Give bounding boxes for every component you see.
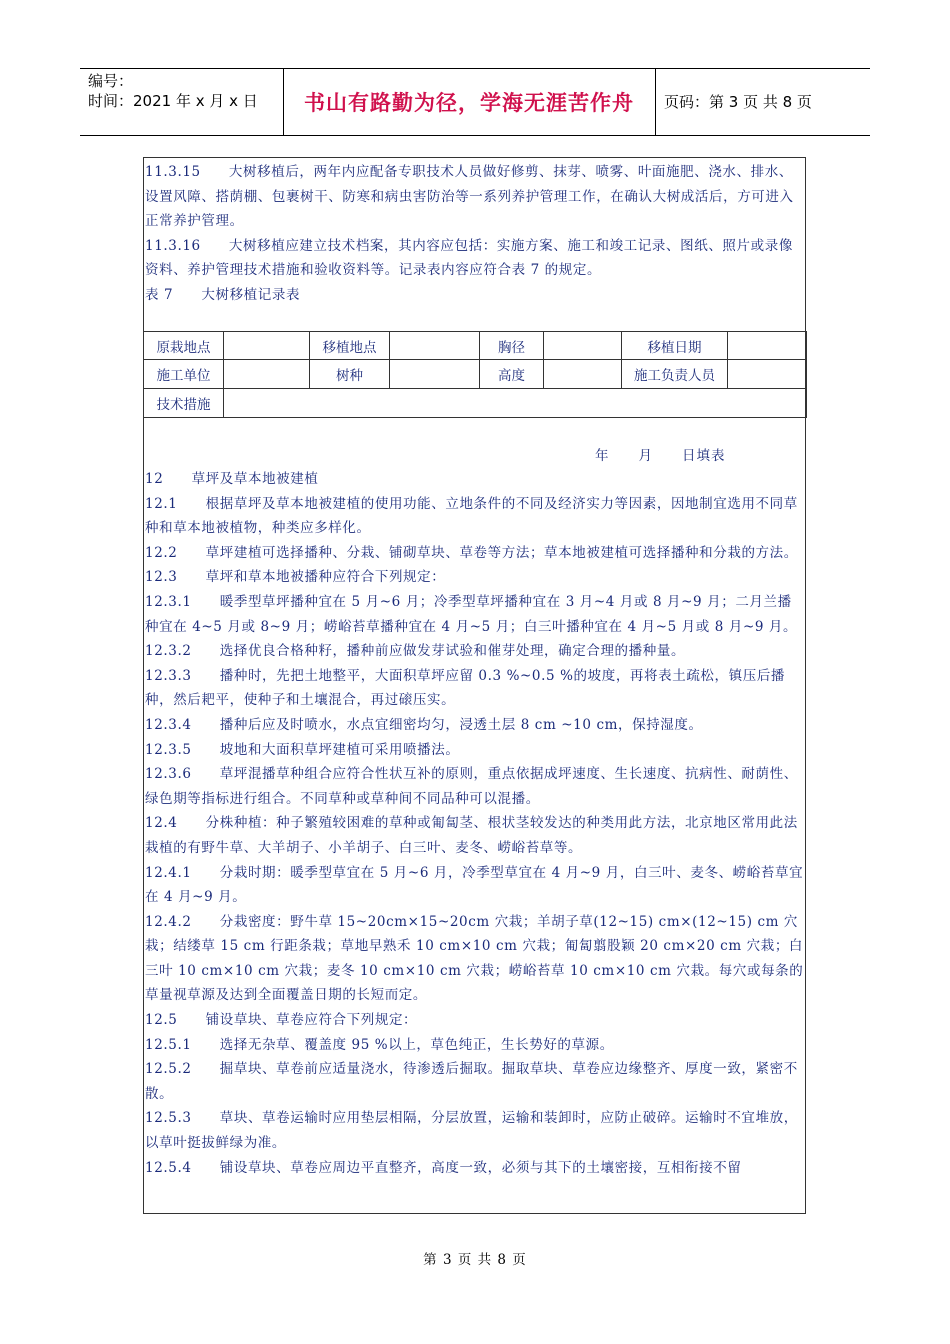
paragraph: 12.3.4 播种后应及时喷水，水点宜细密均匀，浸透土层 8 cm ~10 cm，保持湿度。 [145, 716, 703, 733]
header-motto: 书山有路勤为径，学海无涯苦作舟 [304, 90, 634, 115]
page-footer: 第 3 页 共 8 页 [423, 1252, 527, 1268]
cell-contractor-value[interactable] [224, 360, 310, 389]
cell-species-label: 树种 [310, 360, 390, 389]
paragraph: 12.5 铺设草块、草卷应符合下列规定： [145, 1012, 418, 1029]
cell-tech-measures-value[interactable] [224, 389, 807, 418]
cell-species-value[interactable] [390, 360, 480, 389]
paragraph: 12.4.2 分栽密度：野牛草 15~20cm×15~20cm 穴栽；羊胡子草(12~15) cm×(12~15) cm 穴栽；结缕草 15 cm 行距条栽；草地早熟禾 10 cm×10 cm 穴栽；匍匐翦股颖 20 cm×20 cm 穴栽；白三叶 10 cm×10 cm 穴栽；麦冬 10 cm×10 cm 穴栽；崂峪苔草 10 cm×10 cm 穴栽。每穴或每条的草量视草源及达到全面覆盖日期的长短而定。 [145, 913, 804, 1004]
cell-tech-measures-label: 技术措施 [144, 389, 224, 418]
paragraph: 12 草坪及草本地被建植 [145, 471, 319, 487]
paragraph: 12.3.6 草坪混播草种组合应符合性状互补的原则，重点依据成坪速度、生长速度、抗病性、耐荫性、绿色期等指标进行组合。不同草种或草种间不同品种可以混播。 [145, 766, 798, 807]
paragraph: 11.3.15 大树移植后，两年内应配备专职技术人员做好修剪、抹芽、喷雾、叶面施肥、浇水、排水、设置风障、搭荫棚、包裹树干、防寒和病虫害防治等一系列养护管理工作，在确认大树成活后，方可进入正常养护管理。 [145, 164, 794, 230]
paragraph: 12.3 草坪和草本地被播种应符合下列规定： [145, 569, 446, 586]
paragraph: 12.3.1 暖季型草坪播种宜在 5 月~6 月；冷季型草坪播种宜在 3 月~4 月或 8 月~9 月；二月兰播种宜在 4~5 月或 8~9 月；崂峪苔草播种宜在 4 月~5 月；白三叶播种宜在 4 月~5 月或 8 月~9 月。 [145, 593, 798, 635]
table-caption: 表 7 大树移植记录表 [145, 286, 301, 303]
tree-transplant-record-table [143, 331, 807, 418]
table-row [144, 360, 807, 389]
cell-new-site-label: 移植地点 [310, 332, 390, 360]
paragraph: 12.2 草坪建植可选择播种、分栽、铺砌草块、草卷等方法；草本地被建植可选择播种和分栽的方法。 [145, 544, 798, 561]
fill-date-line: 年 月 日填表 [595, 448, 726, 464]
cell-transplant-date-label: 移植日期 [622, 332, 728, 360]
paragraph: 12.3.2 选择优良合格种籽，播种前应做发芽试验和催芽处理，确定合理的播种量。 [145, 643, 686, 660]
cell-new-site-value[interactable] [390, 332, 480, 360]
cell-transplant-date-value[interactable] [728, 332, 807, 360]
paragraph: 12.4.1 分栽时期：暖季型草宜在 5 月~6 月，冷季型草宜在 4 月~9 月，白三叶、麦冬、崂峪苔草宜在 4 月~9 月。 [145, 864, 804, 906]
table-row [144, 332, 807, 360]
header-divider-right [655, 68, 656, 135]
header-bottom-rule [80, 135, 870, 136]
paragraph: 12.4 分株种植：种子繁殖较困难的草种或匍匐茎、根状茎较发达的种类用此方法，北京地区常用此法栽植的有野牛草、大羊胡子、小羊胡子、白三叶、麦冬、崂峪苔草等。 [145, 815, 798, 856]
header-meta [88, 71, 278, 111]
paragraph: 12.3.3 播种时，先把土地整平，大面积草坪应留 0.3 %~0.5 %的坡度，再将表土疏松，镇压后播种，然后耙平，使种子和土壤混合，再过磙压实。 [145, 667, 786, 709]
paragraph: 12.5.4 铺设草块、草卷应周边平直整齐，高度一致，必须与其下的土壤密接，互相衔接不留 [145, 1159, 742, 1176]
cell-contractor-label: 施工单位 [144, 360, 224, 389]
cell-original-site-value[interactable] [224, 332, 310, 360]
paragraph: 12.5.1 选择无杂草、覆盖度 95 %以上，草色纯正，生长势好的草源。 [145, 1036, 614, 1053]
cell-dbh-label: 胸径 [480, 332, 544, 360]
cell-manager-value[interactable] [728, 360, 807, 389]
header-page-number: 页码：第 3 页 共 8 页 [664, 93, 812, 111]
paragraph: 12.5.3 草块、草卷运输时应用垫层相隔，分层放置，运输和装卸时，应防止破碎。运输时不宜堆放，以草叶挺拔鲜绿为准。 [145, 1110, 798, 1152]
number-label: 编号： [88, 72, 134, 90]
cell-dbh-value[interactable] [544, 332, 622, 360]
paragraph: 12.3.5 坡地和大面积草坪建植可采用喷播法。 [145, 741, 460, 758]
cell-height-label: 高度 [480, 360, 544, 389]
time-label: 时间：2021 年 x 月 x 日 [88, 92, 258, 110]
cell-original-site-label: 原栽地点 [144, 332, 224, 360]
paragraph: 12.1 根据草坪及草本地被建植的使用功能、立地条件的不同及经济实力等因素，因地制宜选用不同草种和草本地被植物，种类应多样化。 [145, 495, 798, 537]
cell-manager-label: 施工负责人员 [622, 360, 728, 389]
paragraph: 11.3.16 大树移植应建立技术档案，其内容应包括：实施方案、施工和竣工记录、图纸、照片或录像资料、养护管理技术措施和验收资料等。记录表内容应符合表 7 的规定。 [145, 237, 793, 279]
section-11-text [145, 160, 805, 308]
cell-height-value[interactable] [544, 360, 622, 389]
paragraph: 12.5.2 掘草块、草卷前应适量浇水，待渗透后掘取。掘取草块、草卷应边缘整齐、厚度一致，紧密不散。 [145, 1061, 798, 1102]
section-12-text [145, 467, 805, 1180]
table-row [144, 389, 807, 418]
